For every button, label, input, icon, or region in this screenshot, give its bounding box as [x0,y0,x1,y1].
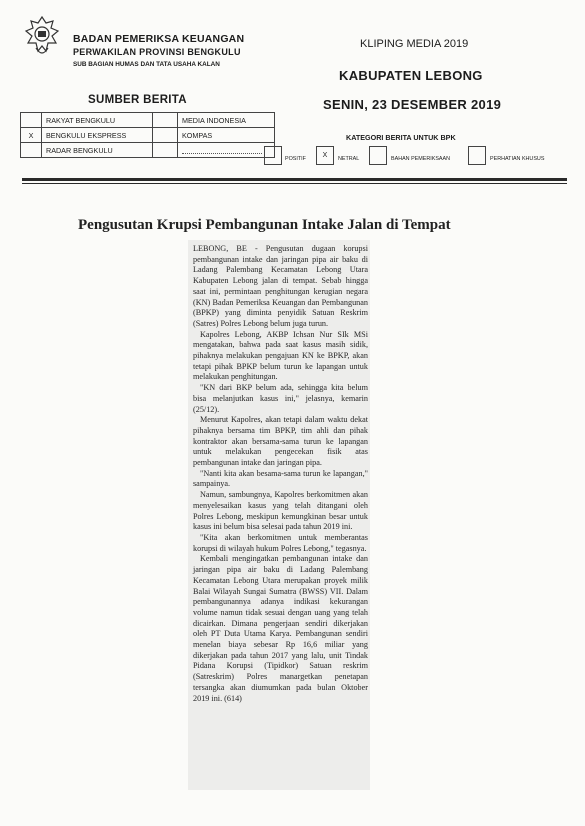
source-mark[interactable]: X [21,128,42,143]
header-divider [22,178,567,181]
source-mark[interactable] [21,113,42,128]
kategori-label-netral: NETRAL [338,156,360,162]
source-mark[interactable] [153,143,178,158]
sumber-title: SUMBER BERITA [88,94,187,106]
article-paragraph: LEBONG, BE - Pengusutan dugaan korupsi pembangunan intake dan jaringan pipa air baku di Ladang Palembang Kecamatan Lebong Utara Kabupaten Lebong jalan di tempat. Sebab hingga saat ini, permintaan penghitungan kerugian negara (KN) Badan Pemeriksa Keuangan dan Pembangunan (BPKP) yang diminta penyidik Satuan Reskrim (Satres) Polres Lebong belum juga turun. [193,244,368,328]
region-label: KABUPATEN LEBONG [339,68,483,83]
source-other-blank[interactable] [178,143,275,158]
header-divider [22,183,567,184]
source-name: RAKYAT BENGKULU [42,113,153,128]
kategori-label-bahan: BAHAN PEMERIKSAAN [391,156,451,162]
kategori-box-bahan[interactable] [369,146,387,165]
article-paragraph: "KN dari BKP belum ada, sehingga kita belum bisa melanjutkan kasus ini," jelasnya, kemarin (25/12). [193,383,368,414]
kategori-box-positif[interactable] [264,146,282,165]
org-branch: PERWAKILAN PROVINSI BENGKULU [73,47,241,57]
article-paragraph: "Kita akan berkomitmen untuk memberantas korupsi di wilayah hukum Polres Lebong," tegasnya. [193,532,368,553]
source-name: BENGKULU EKSPRESS [42,128,153,143]
kategori-label-positif: POSITIF [285,156,306,162]
article-paragraph: Kapolres Lebong, AKBP Ichsan Nur SIk MSi mengatakan, bahwa pada saat kasus masih sidik, pihaknya melakukan pengajuan KN ke BPKP, akan tetapi pihak BPKP belum turun ke lapangan untuk melakukan penghitungan. [193,329,368,382]
kliping-label: KLIPING MEDIA 2019 [360,38,469,50]
org-division: SUB BAGIAN HUMAS DAN TATA USAHA KALAN [73,61,220,68]
source-name: KOMPAS [178,128,275,143]
source-mark[interactable] [21,143,42,158]
source-table [20,112,275,158]
source-mark[interactable] [153,128,178,143]
article-paragraph: Kembali mengingatkan pembangunan intake dan jaringan pipa air baku di Ladang Palembang Kecamatan Lebong Utara merupakan proyek milik Balai Wilayah Sungai Sumatra (BWSS) VII. Dalam pembangunannya adanya indikasi kekurangan volume namun tidak sesuai dengan uang yang telah dicairkan. Dimana pengerjaan sendiri dikerjakan oleh PT Duta Utama Karya. Pembangunan sendiri menelan biaya sebesar Rp 16,6 miliar yang dikerjakan pada tahun 2017 yang lalu, unit Tindak Pidana Korupsi (Tipidkor) Satuan reskrim (Satreskrim) Polres manargetkan penetapan tersangka akan diumumkan pada bulan Oktober 2019 ini. (614) [193,554,368,703]
article-headline: Pengusutan Krupsi Pembangunan Intake Jalan di Tempat [78,217,451,233]
kategori-title: KATEGORI BERITA UNTUK BPK [346,133,456,142]
article-paragraph: "Nanti kita akan besama-sama turun ke lapangan," sampainya. [193,468,368,489]
article-paragraph: Namun, sambungnya, Kapolres berkomitmen akan menyelesaikan kasus yang telah ditangani oleh Polres Lebong, meskipun kemungkinan besar untuk kasus ini belum bisa selesai pada tahun 2019 ini. [193,490,368,532]
source-row [21,143,275,158]
kategori-box-netral[interactable]: X [316,146,334,165]
kategori-box-khusus[interactable] [468,146,486,165]
org-name: BADAN PEMERIKSA KEUANGAN [73,33,245,45]
source-row [21,128,275,143]
source-mark[interactable] [153,113,178,128]
source-row [21,113,275,128]
source-name: RADAR BENGKULU [42,143,153,158]
article-body [193,244,368,704]
kategori-label-khusus: PERHATIAN KHUSUS [490,156,545,162]
bpk-emblem-icon [22,14,62,60]
date-label: SENIN, 23 DESEMBER 2019 [323,97,502,112]
source-name: MEDIA INDONESIA [178,113,275,128]
article-paragraph: Menurut Kapolres, akan tetapi dalam waktu dekat pihaknya bersama tim BPKP, tim ahli dan pihak kontraktor akan bersama-sama turun ke lapangan untuk melakukan pengecekan fisik atas pembangunan intake dan jaringan pipa. [193,415,368,468]
